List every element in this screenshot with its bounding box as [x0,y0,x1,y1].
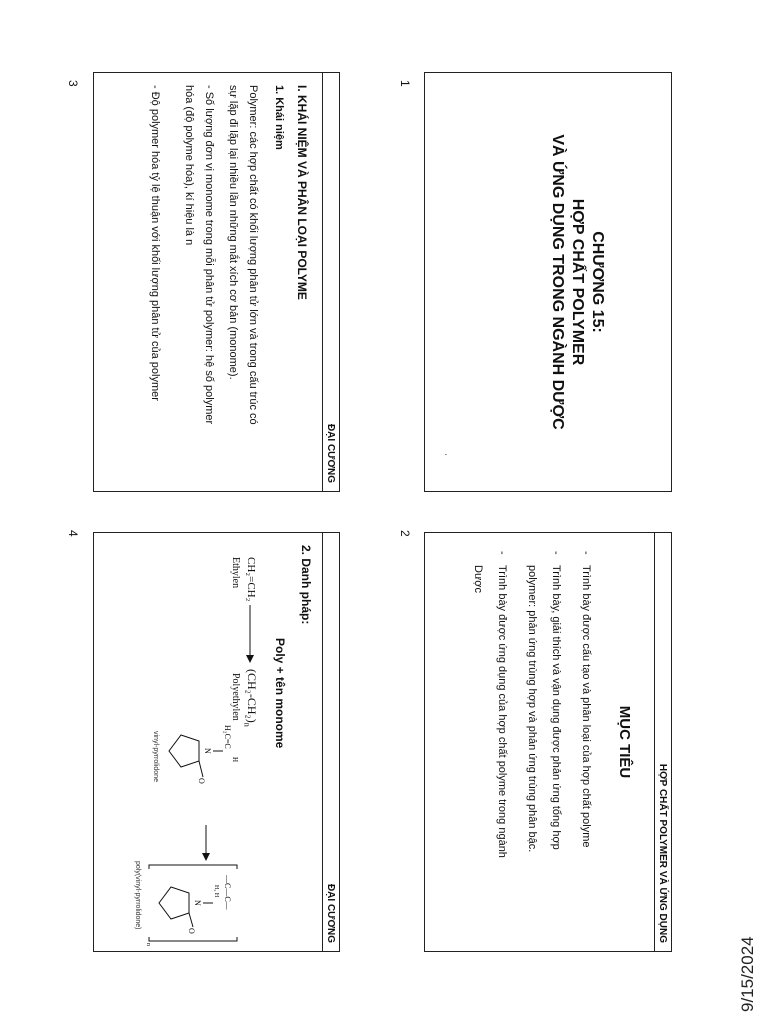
body-line: - Độ polymer hóa tỷ lệ thuận với khối lượng phân tử của polymer [149,85,161,401]
pvp-n-subscript: n [145,943,151,946]
pvp-o-atom: O [187,928,196,934]
body-line: Polymer: các hợp chất có khối lượng phân tử lớn và trong cấu trúc có [247,85,259,425]
pvp-n-atom: N [193,900,202,906]
title-line-2: HỢP CHẤT POLYMER [569,198,586,366]
slide-4-header: ĐẠI CƯƠNG [322,533,339,951]
slide-number-4: 4 [66,530,80,537]
title-line-3: VÀ ỨNG DỤNG TRONG NGÀNH DƯỢC [549,134,566,430]
ethylene-formula: CH₂=CH₂ [245,557,257,602]
slide-3-section-title: I. KHÁI NIỆM VÀ PHÂN LOẠI POLYME [295,85,309,300]
vinyl-pyrrolidone-label: vinyl-pyrrolidone [152,731,159,782]
slide-3 [93,72,340,492]
slide-number-1: 1 [398,80,412,87]
slide-1 [424,72,672,492]
polyethylene-repeat: (CH₂-CH₂) [245,669,259,723]
body-line: hóa (độ polyme hóa), kí hiệu là n [183,85,195,246]
bullet-text: polymer: phản ứng trùng hợp và phản ứng trùng phân bậc. [526,565,538,853]
print-date: 9/15/2024 [738,936,757,1012]
bullet-text: Trình bày được ứng dụng của hợp chất polyme trong ngành [496,565,508,858]
reaction-arrow-1 [243,603,257,665]
bullet-text: Trình bày, giải thích và vận dụng được phản ứng tổng hợp [550,565,562,850]
naming-rule: Poly + tên monome [273,638,287,749]
slide-4-section-title: 2. Danh pháp: [299,545,313,625]
polyethylene-n: n [242,722,252,727]
bullet-dash: - [496,551,508,555]
slide-2-header: HỢP CHẤT POLYMER VÀ ỨNG DỤNG [654,533,671,951]
body-line: sự lặp đi lặp lại nhiều lần những mắt xích cơ bản (monome). [227,85,239,380]
polyethylene-formula [243,669,259,727]
slide-1-mark: ˈ [436,453,447,457]
vp-h-label: H [231,757,239,763]
bullet-dash: - [580,551,592,555]
slide-3-subsection-title: 1. Khái niệm [273,85,285,150]
slide-number-2: 2 [398,530,412,537]
pvp-h-label: H₂ H [213,885,219,898]
bullet-text: Trình bày được cấu tạo và phân loại của hợp chất polyme [580,565,592,848]
slide-number-3: 3 [66,80,80,87]
pvp-label: poly(vinyl-pyrrolidone) [134,861,141,930]
slide-2 [424,532,672,952]
ethylene-name: Ethylen [230,557,241,589]
slide-4 [93,532,340,952]
body-line: - Số lượng đơn vị monome trong mỗi phân tử polymer: hệ số polymer [203,85,215,425]
title-line-1: CHƯƠNG 15: [589,231,606,333]
polyethylene-name: Polyethylen [230,673,241,721]
slide-1-title [547,73,607,491]
pvp-structure [145,863,241,947]
pvp-chain-label: —C—C— [223,875,232,910]
bullet-text: Dược [472,565,484,594]
slide-3-body [145,85,263,485]
bullet-dash: - [550,551,562,555]
vp-n-atom: N [203,748,212,754]
slide-2-title: MỤC TIÊU [616,705,633,779]
vp-o-atom: O [197,778,206,784]
reaction-arrow-2 [199,823,213,863]
vp-top-label: H₂C=C [223,725,232,749]
vinyl-pyrrolidone-structure [163,717,239,807]
slide-3-header: ĐẠI CƯƠNG [322,73,339,491]
